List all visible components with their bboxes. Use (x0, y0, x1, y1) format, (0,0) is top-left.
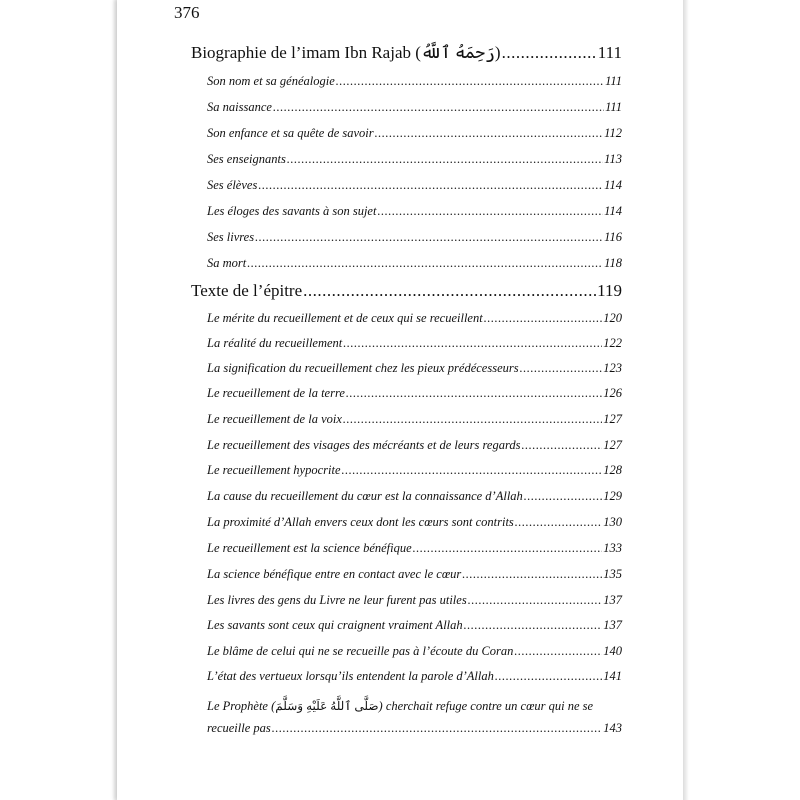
item-title: recueille pas (207, 721, 271, 735)
dot-leader (462, 565, 602, 583)
toc-item (207, 642, 622, 660)
toc-item (207, 228, 622, 246)
toc-item (207, 487, 622, 505)
item-page: 137 (603, 593, 622, 607)
item-page: 111 (605, 100, 622, 114)
item-title: Le blâme de celui qui ne se recueille pas à l’écoute du Coran (207, 644, 514, 658)
toc-item (207, 616, 622, 634)
item-title: Sa naissance (207, 100, 272, 114)
item-title: La signification du recueillement chez les pieux prédécesseurs (207, 361, 519, 375)
toc-section-text (191, 280, 622, 302)
dot-leader (484, 309, 603, 327)
dot-leader (495, 667, 602, 685)
dot-leader (346, 384, 602, 402)
item-title: Ses enseignants (207, 152, 286, 166)
dot-leader (524, 487, 602, 505)
item-title: Le recueillement des visages des mécréants et de leurs regards (207, 438, 521, 452)
item-page: 128 (603, 463, 622, 477)
toc-item (207, 254, 622, 272)
dot-leader (273, 98, 604, 116)
honorific-arabic: صَلَّى ٱللَّهُ عَلَيْهِ وَسَلَّمَ (275, 699, 379, 713)
dot-leader (303, 280, 596, 302)
item-title: Sa mort (207, 256, 247, 270)
item-page: 137 (603, 618, 622, 632)
dot-leader (514, 642, 602, 660)
toc-item (207, 309, 622, 327)
item-title: L’état des vertueux lorsqu’ils entendent la parole d’Allah (207, 669, 494, 683)
item-page: 112 (604, 126, 622, 140)
dot-leader (468, 591, 603, 609)
item-title: Le recueillement est la science bénéfique (207, 541, 412, 555)
dot-leader (272, 719, 602, 737)
item-page: 118 (604, 256, 622, 270)
item-title: La réalité du recueillement (207, 336, 343, 350)
dot-leader (502, 42, 597, 64)
item-page: 127 (603, 438, 622, 452)
toc-item (207, 539, 622, 557)
toc-item (207, 359, 622, 377)
toc-item-prophet-line2 (207, 719, 622, 737)
item-page: 129 (603, 489, 622, 503)
item-page: 143 (603, 721, 622, 735)
item-title: Ses livres (207, 230, 255, 244)
item-page: 122 (603, 336, 622, 350)
dot-leader (375, 124, 604, 142)
dot-leader (287, 150, 603, 168)
dot-leader (515, 513, 602, 531)
page-number: 376 (174, 3, 200, 22)
page-edge-right (683, 0, 689, 800)
item-title: Son nom et sa généalogie (207, 74, 335, 88)
item-title: La proximité d’Allah envers ceux dont les cœurs sont contrits (207, 515, 514, 529)
item-page: 141 (603, 669, 622, 683)
toc-item (207, 667, 622, 685)
item-title: Les savants sont ceux qui craignent vraiment Allah (207, 618, 463, 632)
item-page: 111 (605, 74, 622, 88)
dot-leader (377, 202, 603, 220)
item-page: 123 (603, 361, 622, 375)
toc-item-prophet-line1 (207, 697, 622, 715)
item-page: 127 (603, 412, 622, 426)
item-page: 114 (604, 204, 622, 218)
toc-item (207, 202, 622, 220)
dot-leader (343, 410, 602, 428)
dot-leader (255, 228, 603, 246)
toc-item (207, 150, 622, 168)
item-page: 126 (603, 386, 622, 400)
dot-leader (413, 539, 603, 557)
item-title: Le recueillement de la terre (207, 386, 345, 400)
item-title-part: Le Prophète ( (207, 699, 276, 713)
dot-leader (247, 254, 603, 272)
item-title: Les livres des gens du Livre ne leur furent pas utiles (207, 593, 467, 607)
item-title: Le recueillement hypocrite (207, 463, 341, 477)
item-title: La science bénéfique entre en contact avec le cœur (207, 567, 462, 581)
dot-leader (521, 436, 602, 454)
item-title: Le mérite du recueillement et de ceux qui se recueillent (207, 311, 483, 325)
dot-leader (520, 359, 603, 377)
item-title: Ses élèves (207, 178, 258, 192)
toc-item (207, 124, 622, 142)
toc-item (207, 384, 622, 402)
section-page: 119 (597, 281, 622, 300)
item-title: La cause du recueillement du cœur est la connaissance d’Allah (207, 489, 523, 503)
toc-item (207, 591, 622, 609)
toc-item (207, 72, 622, 90)
section-title: Biographie de l’imam Ibn Rajab (رَحِمَهُ ٱللَّهُ) (191, 43, 501, 62)
item-title: Son enfance et sa quête de savoir (207, 126, 374, 140)
section-page: 111 (597, 43, 622, 62)
dot-leader (258, 176, 603, 194)
item-title-part: ) cherchait refuge contre un cœur qui ne se (378, 699, 594, 713)
item-page: 114 (604, 178, 622, 192)
toc-item (207, 410, 622, 428)
item-page: 116 (604, 230, 622, 244)
toc-item (207, 334, 622, 352)
section-title: Texte de l’épitre (191, 281, 303, 300)
item-title: Le recueillement de la voix (207, 412, 342, 426)
dot-leader (464, 616, 603, 634)
item-page: 140 (603, 644, 622, 658)
item-page: 120 (603, 311, 622, 325)
item-page: 135 (603, 567, 622, 581)
item-title: Les éloges des savants à son sujet (207, 204, 377, 218)
item-page: 130 (603, 515, 622, 529)
item-page: 113 (604, 152, 622, 166)
dot-leader (342, 461, 603, 479)
toc-item (207, 461, 622, 479)
toc-item (207, 513, 622, 531)
toc-section-biography (191, 42, 622, 64)
toc-item (207, 176, 622, 194)
toc-item (207, 565, 622, 583)
toc-item (207, 436, 622, 454)
dot-leader (343, 334, 602, 352)
item-page: 133 (603, 541, 622, 555)
dot-leader (336, 72, 604, 90)
toc-item (207, 98, 622, 116)
